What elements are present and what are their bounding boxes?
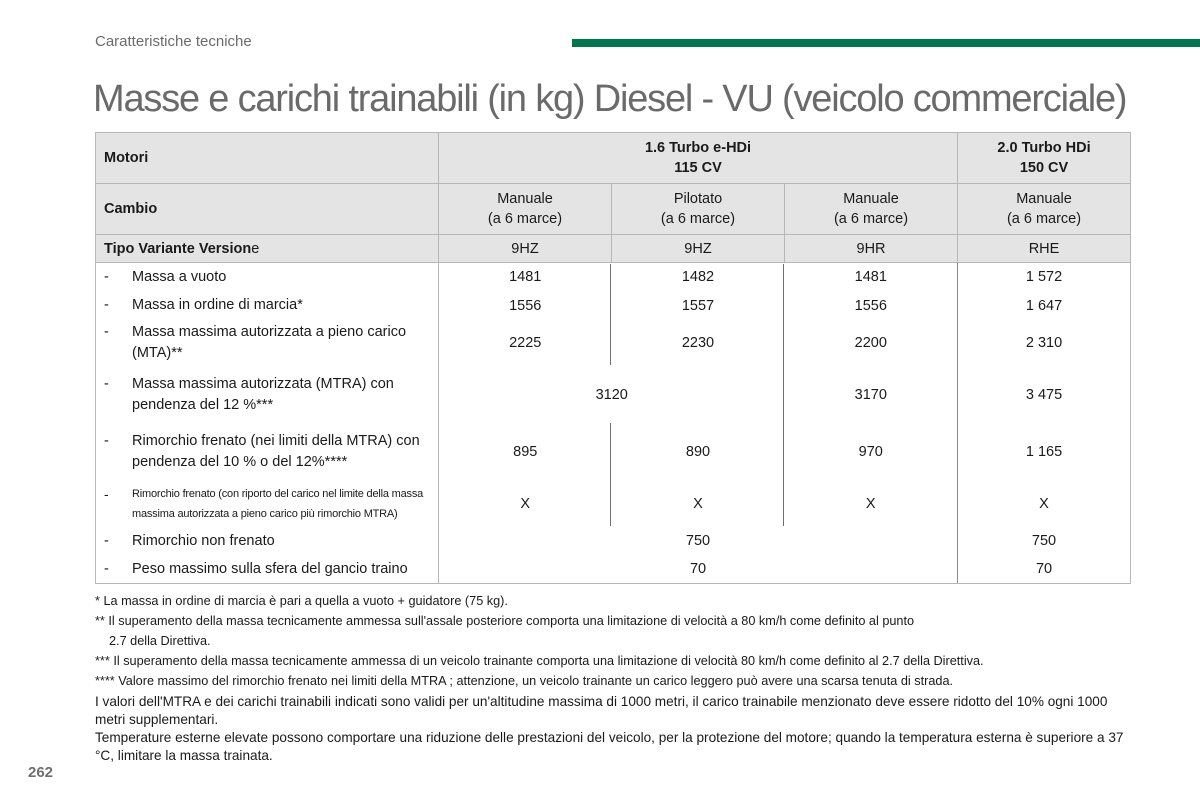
table-cell: 3120 (595, 387, 628, 403)
row-label (96, 424, 439, 481)
row-label-text: Rimorchio frenato (nei limiti della MTRA) con pendenza del 10 % o del 12%**** (132, 433, 420, 470)
table-row (96, 263, 1131, 292)
row-dash: - (104, 433, 109, 449)
row-label-text: Massa massima autorizzata (MTRA) con pendenza del 12 %*** (132, 376, 394, 413)
variant-label (96, 235, 439, 263)
row-dash: - (104, 532, 109, 549)
table-cell: 2200 (785, 320, 958, 367)
table-cell: 70 (439, 556, 958, 584)
table-cell: 1 165 (958, 424, 1131, 481)
table-row (96, 320, 1131, 367)
row-label (96, 527, 439, 556)
row-label-text: Massa a vuoto (132, 268, 227, 285)
row-dash: - (104, 297, 109, 313)
row-label-text: Peso massimo sulla sfera del gancio traino (132, 560, 408, 577)
table-cell: X (958, 481, 1131, 527)
table-row (96, 481, 1131, 527)
table-row (96, 292, 1131, 320)
row-label (96, 292, 439, 320)
variant-code: RHE (958, 235, 1131, 263)
row-dash: - (104, 560, 109, 577)
gearbox-type: Manuale (843, 191, 899, 207)
gearbox-type: Pilotato (673, 191, 723, 207)
engine-header-row (96, 133, 1131, 184)
specs-table (95, 132, 1131, 584)
table-cell: 3 475 (958, 367, 1131, 424)
row-label (96, 367, 439, 424)
row-dash: - (104, 324, 109, 340)
section-label: Caratteristiche tecniche (95, 33, 252, 50)
gearbox-header-row (96, 184, 1131, 235)
row-label (96, 263, 439, 292)
row-label-text: Rimorchio non frenato (132, 532, 275, 549)
altitude-note: I valori dell'MTRA e dei carichi trainabili indicati sono validi per un'altitudine massima di 1000 metri, il carico trainabile menzionato deve essere ridotto del 10% ogni 1000 metri supplementari. (95, 694, 1108, 727)
table-cell: 1556 (785, 292, 958, 320)
column-divider (610, 423, 611, 526)
row-label (96, 556, 439, 584)
table-cell: 970 (785, 424, 958, 481)
table-cell: 70 (958, 556, 1131, 584)
temperature-note: Temperature esterne elevate possono comportare una riduzione delle prestazioni del veicolo, per la protezione del motore; quando la temperatura esterna è superiore a 37 °C, limitare la massa trainata. (95, 730, 1124, 763)
table-row (96, 367, 1131, 424)
page-number: 262 (28, 764, 54, 781)
row-dash: - (104, 485, 109, 502)
gearbox-label: Cambio (96, 184, 439, 235)
table-cell: 2 310 (958, 320, 1131, 367)
gearbox-cell (612, 184, 785, 235)
table-cell: X (693, 495, 703, 512)
gearbox-detail: (a 6 marce) (487, 211, 563, 227)
engine-2-header (958, 133, 1131, 184)
table-cell: 750 (958, 527, 1131, 556)
engine-label: Motori (96, 133, 439, 184)
engine-1-header (439, 133, 958, 184)
engine-1-name: 1.6 Turbo e-HDi (644, 140, 752, 156)
table-cell: 890 (685, 444, 711, 460)
gearbox-detail: (a 6 marce) (660, 211, 736, 227)
variant-label-tail: e (251, 240, 260, 257)
row-label-text: Rimorchio frenato (con riporto del carico nel limite della massa massima autorizzata a pieno carico più rimorchio MTRA) (132, 487, 424, 520)
footnote-continuation: 2.7 della Direttiva. (109, 634, 211, 648)
engine-2-power: 150 CV (1019, 160, 1069, 176)
table-cell: X (785, 481, 958, 527)
table-row (96, 527, 1131, 556)
table-cell: 750 (439, 527, 958, 556)
engine-2-name: 2.0 Turbo HDi (997, 140, 1091, 156)
gearbox-type: Manuale (1016, 191, 1072, 207)
table-cell: 2230 (681, 335, 715, 351)
row-label (96, 481, 439, 527)
footnotes (95, 591, 1125, 691)
table-cell: 1557 (681, 297, 715, 314)
column-divider (610, 264, 611, 365)
table-cell: 1481 (785, 263, 958, 292)
variant-code: 9HZ (439, 235, 612, 263)
table-cell: 1 572 (958, 263, 1131, 292)
variant-code: 9HZ (612, 235, 785, 263)
row-label-text: Massa massima autorizzata a pieno carico (MTA)** (132, 324, 407, 361)
table-cell: 3170 (785, 367, 958, 424)
table-cell: X (520, 495, 531, 512)
footnote: **** Valore massimo del rimorchio frenato nei limiti della MTRA ; attenzione, un veicolo trainante un carico leggero può avere una scarsa tenuta di strada. (95, 674, 954, 688)
table-row (96, 556, 1131, 584)
gearbox-detail: (a 6 marce) (1006, 211, 1082, 227)
table-cell: 2225 (509, 335, 542, 351)
gearbox-cell (439, 184, 612, 235)
variant-label-bold: Tipo Variante Version (104, 240, 252, 257)
footnote: * La massa in ordine di marcia è pari a quella a vuoto + guidatore (75 kg). (95, 594, 508, 608)
gearbox-cell (785, 184, 958, 235)
footnote: ** Il superamento della massa tecnicamente ammessa sull'assale posteriore comporta una limitazione di velocità a 80 km/h come definito al punto (95, 614, 915, 628)
row-dash: - (104, 268, 109, 285)
footnote: *** Il superamento della massa tecnicamente ammessa di un veicolo trainante comporta una limitazione di velocità 80 km/h come definito al 2.7 della Direttiva. (95, 654, 984, 668)
gearbox-type: Manuale (497, 191, 553, 207)
table-row (96, 424, 1131, 481)
row-dash: - (104, 376, 109, 392)
gearbox-cell (958, 184, 1131, 235)
gearbox-detail: (a 6 marce) (833, 211, 909, 227)
section-accent-bar (572, 39, 1200, 47)
engine-1-power: 115 CV (674, 160, 722, 176)
table-cell: 895 (513, 444, 538, 460)
variant-code: 9HR (785, 235, 958, 263)
row-label-text: Massa in ordine di marcia* (132, 297, 303, 313)
table-cell: 1481 (509, 269, 542, 286)
row-label (96, 320, 439, 367)
table-cell: 1 647 (958, 292, 1131, 320)
table-cell: 1556 (509, 297, 542, 314)
page-title: Masse e carichi trainabili (in kg) Diesel - VU (veicolo commerciale) (93, 78, 1127, 120)
column-divider (783, 264, 784, 526)
table-cell: 1482 (681, 269, 715, 286)
variant-header-row (96, 235, 1131, 263)
